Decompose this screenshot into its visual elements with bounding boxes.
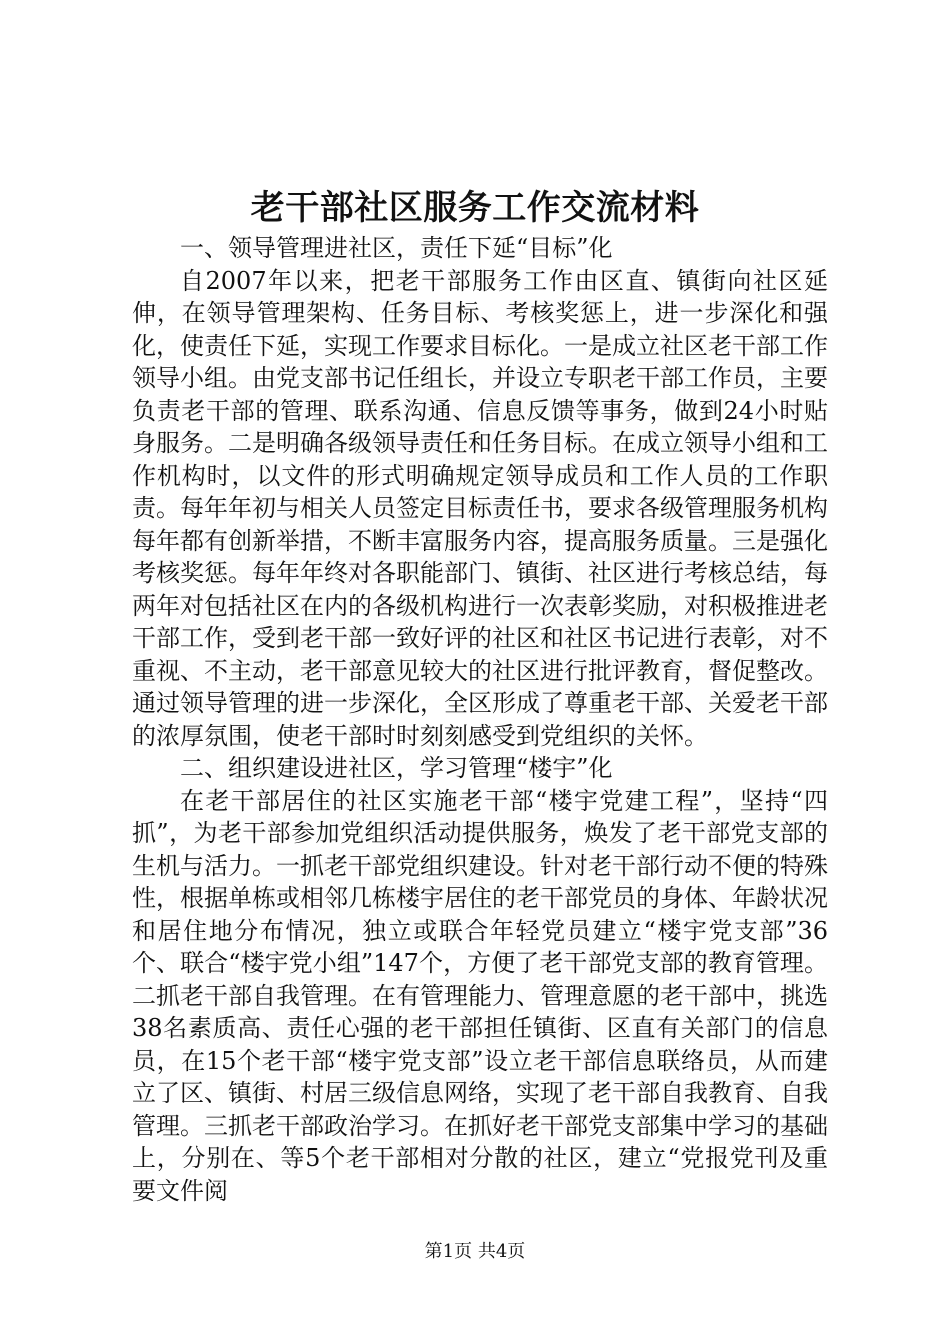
section-heading-2: 二、组织建设进社区，学习管理“楼宇”化 — [180, 754, 613, 782]
document-title: 老干部社区服务工作交流材料 — [250, 188, 700, 228]
body-paragraph-2: 在老干部居住的社区实施老干部“楼宇党建工程”，坚持“四抓”，为老干部参加党组织活动提供服务，焕发了老干部党支部的生机与活力。一抓老干部党组织建设。针对老干部行动不便的特殊性，根据单栋或相邻几栋楼宇居住的老干部党员的身体、年龄状况和居住地分布情况，独立或联合年轻党员建立“楼宇党支部”36个、联合“楼宇党小组”147个，方便了老干部党支部的教育管理。二抓老干部自我管理。在有管理能力、管理意愿的老干部中，挑选38名素质高、责任心强的老干部担任镇街、区直有关部门的信息员，在15个老干部“楼宇党支部”设立老干部信息联络员，从而建立了区、镇街、村居三级信息网络，实现了老干部自我教育、自我管理。三抓老干部政治学习。在抓好老干部党支部集中学习的基础上，分别在、等5个老干部相对分散的社区，建立“党报党刊及重要文件阅 — [132, 786, 828, 1205]
page-footer: 第1页 共4页 — [424, 1241, 526, 1262]
body-paragraph-1: 自2007年以来，把老干部服务工作由区直、镇街向社区延伸，在领导管理架构、任务目标、考核奖惩上，进一步深化和强化，使责任下延，实现工作要求目标化。一是成立社区老干部工作领导小组。由党支部书记任组长，并设立专职老干部工作员，主要负责老干部的管理、联系沟通、信息反馈等事务，做到24小时贴身服务。二是明确各级领导责任和任务目标。在成立领导小组和工作机构时，以文件的形式明确规定领导成员和工作人员的工作职责。每年年初与相关人员签定目标责任书，要求各级管理服务机构每年都有创新举措，不断丰富服务内容，提高服务质量。三是强化考核奖惩。每年年终对各职能部门、镇街、社区进行考核总结，每两年对包括社区在内的各级机构进行一次表彰奖励，对积极推进老干部工作，受到老干部一致好评的社区和社区书记进行表彰，对不重视、不主动，老干部意见较大的社区进行批评教育，督促整改。通过领导管理的进一步深化，全区形成了尊重老干部、关爱老干部的浓厚氛围，使老干部时时刻刻感受到党组织的关怀。 — [132, 266, 828, 750]
section-heading-1: 一、领导管理进社区，责任下延“目标”化 — [180, 234, 613, 262]
document-body — [132, 232, 828, 1207]
